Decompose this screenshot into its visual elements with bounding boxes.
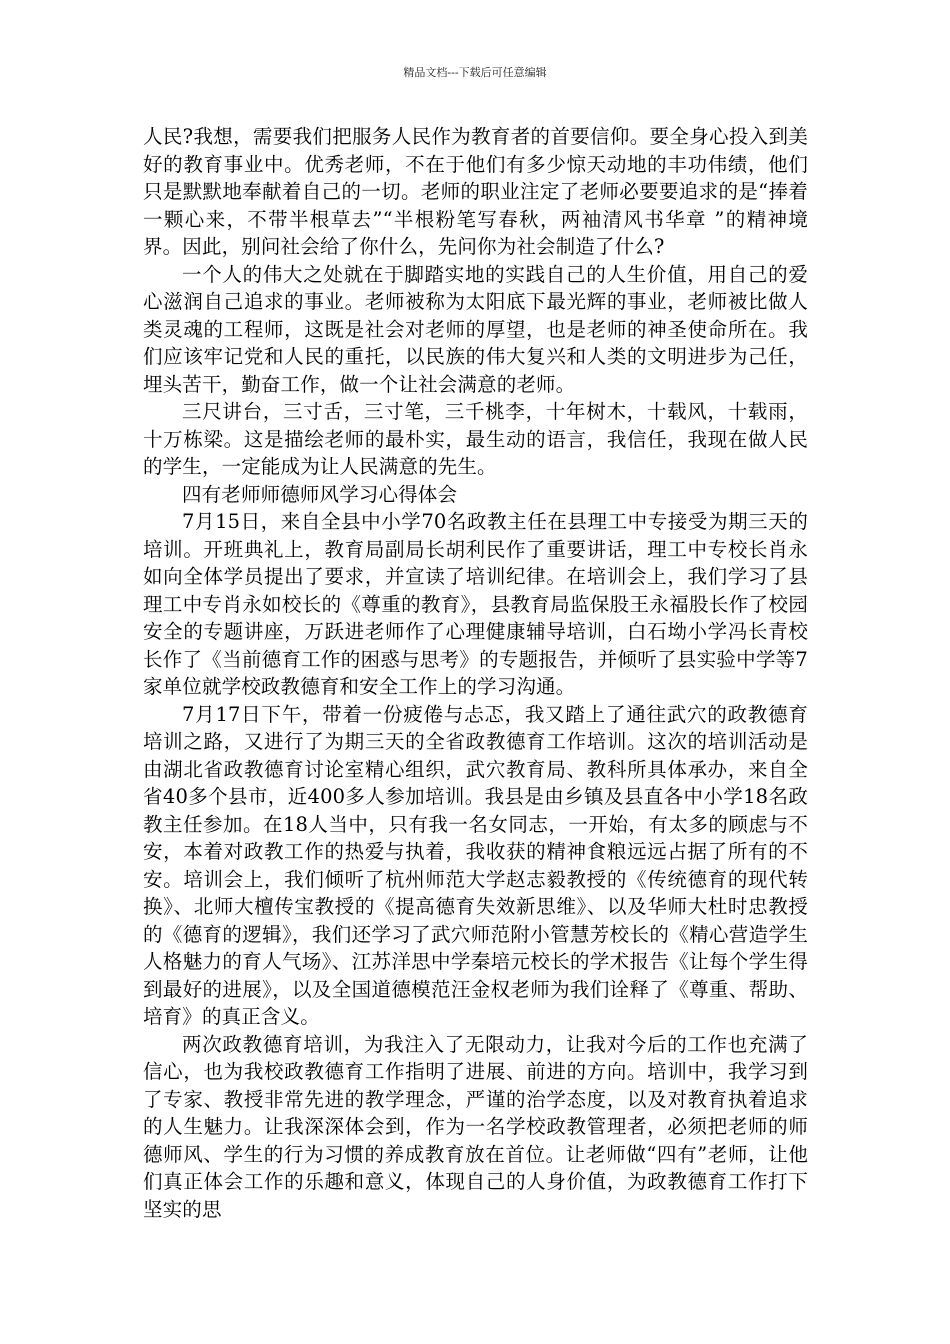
paragraph-5: 7月17日下午，带着一份疲倦与忐忑，我又踏上了通往武穴的政教德育培训之路，又进行了为期三天的全省政教德育工作培训。这次的培训活动是由湖北省政教德育讨论室精心组织，武穴教育局、教科所具体承办，来自全省40多个县市，近400多人参加培训。我县是由乡镇及县直各中小学18名政教主任参加。在18人当中，只有我一名女同志，一开始，有太多的顾虑与不安，本着对政教工作的热爱与执着，我收获的精神食粮远远占据了所有的不安。培训会上，我们倾听了杭州师范大学赵志毅教授的《传统德育的现代转换》、北师大檀传宝教授的《提高德育失效新思维》、以及华师大杜时忠教授的《德育的逻辑》，我们还学习了武穴师范附小管慧芳校长的《精心营造学生人格魅力的育人气场》、江苏洋思中学秦培元校长的学术报告《让每个学生得到最好的进展》，以及全国道德模范汪金权老师为我们诠释了《尊重、帮助、培育》的真正含义。 [143, 702, 808, 1028]
paragraph-6: 两次政教德育培训，为我注入了无限动力，让我对今后的工作也充满了信心，也为我校政教德育工作指明了进展、前进的方向。培训中，我学习到了专家、教授非常先进的教学理念，严谨的治学态度，以及对教育执着追求的人生魅力。让我深深体会到，作为一名学校政教管理者，必须把老师的师德师风、学生的行为习惯的养成教育放在首位。让老师做“四有”老师，让他们真正体会工作的乐趣和意义，体现自己的人身价值，为政教德育工作打下坚实的思 [143, 1032, 808, 1221]
paragraph-1: 人民?我想，需要我们把服务人民作为教育者的首要信仰。要全身心投入到美好的教育事业中。优秀老师，不在于他们有多少惊天动地的丰功伟绩，他们只是默默地奉献着自己的一切。老师的职业注定了老师必要要追求的是“捧着一颗心来，不带半根草去”“半根粉笔写春秋，两袖清风书华章 ”的精神境界。因此，别问社会给了你什么，先问你为社会制造了什么? [143, 125, 808, 258]
paragraph-3: 三尺讲台，三寸舌，三寸笔，三千桃李，十年树木，十载风，十载雨，十万栋梁。这是描绘老师的最朴实，最生动的语言，我信任，我现在做人民的学生，一定能成为让人民满意的先生。 [143, 400, 808, 478]
paragraph-2: 一个人的伟大之处就在于脚踏实地的实践自己的人生价值，用自己的爱心滋润自己追求的事业。老师被称为太阳底下最光辉的事业，老师被比做人类灵魂的工程师，这既是社会对老师的厚望，也是老师的神圣使命所在。我们应该牢记党和人民的重托，以民族的伟大复兴和人类的文明进步为己任，埋头苦干，勤奋工作，做一个让社会满意的老师。 [143, 262, 808, 396]
document-body [143, 123, 808, 1223]
section-heading: 四有老师师德师风学习心得体会 [182, 482, 458, 506]
page-header: 精品文档---下载后可任意编辑 [403, 66, 547, 79]
paragraph-4: 7月15日，来自全县中小学70名政教主任在县理工中专接受为期三天的培训。开班典礼上，教育局副局长胡利民作了重要讲话，理工中专校长肖永如向全体学员提出了要求，并宣读了培训纪律。在培训会上，我们学习了县理工中专肖永如校长的《尊重的教育》，县教育局监保股王永福股长作了校园安全的专题讲座，万跃进老师作了心理健康辅导培训，白石坳小学冯长青校长作了《当前德育工作的困惑与思考》的专题报告，并倾听了县实验中学等7家单位就学校政教德育和安全工作上的学习沟通。 [143, 510, 808, 698]
